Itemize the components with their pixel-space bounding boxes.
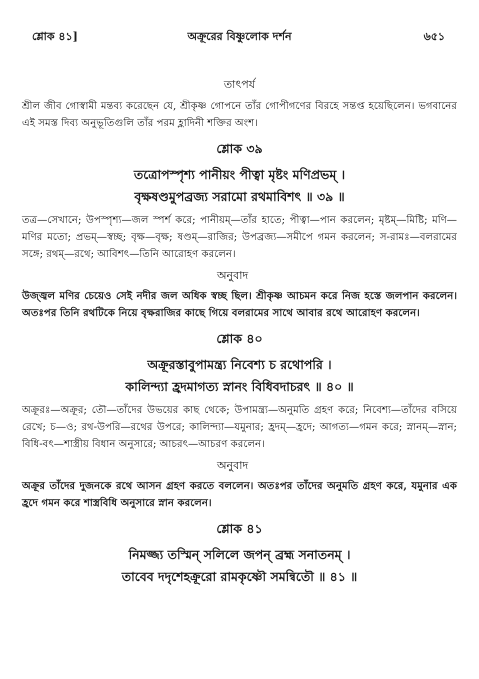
verse-40-title: শ্লোক ৪০ xyxy=(216,331,263,346)
verse-39-anubad-label: অনুবাদ xyxy=(217,269,249,282)
verse-40-translation: অক্রূর তাঁদের দুজনকে রথে আসন গ্রহণ করতে বললেন। অতঃপর তাঁদের অনুমতি গ্রহণ করে, যমুনার এক হ্রদে গমন করে শাস্ত্রবিধি অনুসারে স্নান করলেন। xyxy=(22,480,457,509)
verse-41-line-1: নিমজ্জ্য তস্মিন্ সলিলে জপন্ ব্রহ্ম সনাতনম্ । xyxy=(128,547,351,562)
running-header xyxy=(22,14,457,43)
verse-39-translation: উজ্জ্বল মণির চেয়েও সেই নদীর জল অধিক স্বচ্ছ ছিল। শ্রীকৃষ্ণ আচমন করে নিজ হস্তে জলপান করলেন। অতঃপর তিনি রথটিকে নিয়ে বৃক্ষরাজির কাছে গিয়ে বলরামের সাথে আবার রথে আরোহণ করলেন। xyxy=(22,290,457,319)
verse-41-title: শ্লোক ৪১ xyxy=(216,521,263,536)
verse-40-line-2: কালিন্দ্যা হ্রদমাগত্য স্নানং বিধিবদাচরৎ ॥ ৪০ ॥ xyxy=(125,379,354,394)
page-body xyxy=(22,76,457,588)
verse-40-synonyms: অক্রূরঃ—অক্রূর; তৌ—তাঁদের উভয়ের কাছ থেকে; উপামন্ত্র্য—অনুমতি গ্রহণ করে; নিবেশ্য—তাঁদের বসিয়ে রেখে; চ—ও; রথ-উপরি—রথের উপরে; কালিন্দ্যা—যমুনার; হ্রদম্—হ্রদে; আগত্য—গমন করে; স্নানম্—স্নান; বিধি-বৎ—শাস্ত্রীয় বিধান অনুসারে; আচরৎ—আচরণ করলেন। xyxy=(22,405,457,450)
header-page-number: ৬৫১ xyxy=(423,30,445,43)
tatparya-text: শ্রীল জীব গোস্বামী মন্তব্য করেছেন যে, শ্রীকৃষ্ণ গোপনে তাঁর গোপীগণের বিরহে সন্তপ্ত হয়েছিলেন। ভগবানের এই সমস্ত দিব্য অনুভূতিগুলি তাঁর পরম হ্লাদিনী শক্তির অংশ। xyxy=(22,101,457,129)
verse-40-line-1: অক্রূরস্তাবুপামন্ত্র্য নিবেশ্য চ রথোপরি । xyxy=(147,357,332,372)
verse-39-line-1: তত্রোপস্পৃশ্য পানীয়ং পীত্বা মৃষ্টং মণিপ্রভম্ । xyxy=(133,167,346,182)
verse-39-line-2: বৃক্ষষণ্ডমুপব্রজ্য সরামো রথমাবিশৎ ॥ ৩৯ ॥ xyxy=(134,189,345,204)
verse-40-anubad-label: অনুবাদ xyxy=(217,459,249,472)
verse-39-synonyms: তত্র—সেখানে; উপস্পৃশ্য—জল স্পর্শ করে; পানীয়ম্—তাঁর হাতে; পীত্বা—পান করলেন; মৃষ্টম্—মিষ্টি; মণি—মণির মতো; প্রভম্—স্বচ্ছ; বৃক্ষ—বৃক্ষ; ষণ্ডম্—রাজির; উপব্রজ্য—সমীপে গমন করলেন; স-রামঃ—বলরামের সঙ্গে; রথম্—রথে; আবিশৎ—তিনি আরোহণ করলেন। xyxy=(22,215,457,260)
header-verse-ref: শ্লোক ৪১] xyxy=(32,30,78,43)
verse-39-title: শ্লোক ৩৯ xyxy=(216,141,263,156)
verse-41-line-2: তাবেব দদৃশেহক্রূরো রামকৃষ্ণৌ সমন্বিতৌ ॥ ৪১ ॥ xyxy=(121,569,358,584)
tatparya-label: তাৎপর্য xyxy=(223,78,256,91)
header-chapter-title: অক্রূরের বিষ্ণুলোক দর্শন xyxy=(187,30,292,43)
